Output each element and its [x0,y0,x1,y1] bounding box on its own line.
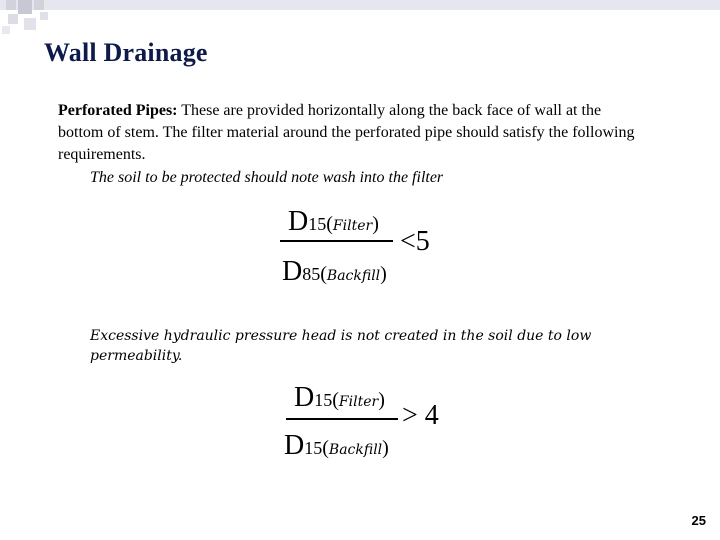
eq1-num-sub: 15 [308,214,327,234]
corner-decoration [0,0,720,40]
eq2-relation: > 4 [402,400,439,431]
eq1-num-close: ) [372,213,379,235]
eq2-num-arg: Filter [338,394,379,410]
paragraph-lead: Perforated Pipes: [58,102,178,119]
eq1-num-arg: Filter [332,218,373,234]
eq1-denominator [282,256,387,288]
eq2-fraction-bar [286,418,398,420]
eq2-num-d: D [294,382,315,413]
criterion-1: The soil to be protected should note wash into the filter [90,169,444,186]
slide-title: Wall Drainage [44,38,208,67]
eq2-num-sub: 15 [314,390,333,410]
eq2-den-close: ) [382,437,389,459]
page-number: 25 [691,513,706,528]
eq1-den-arg: Backfill [326,268,381,284]
eq1-num-d: D [288,206,309,237]
eq2-numerator [294,382,385,414]
eq1-fraction-bar [280,240,393,242]
criterion-2: Excessive hydraulic pressure head is not created in the soil due to low permeability. [90,328,592,364]
eq2-denominator [284,430,389,462]
eq2-den-open: ( [322,437,329,459]
eq1-den-close: ) [380,263,387,285]
eq2-den-d: D [284,430,305,461]
paragraph-text: These are provided horizontally along the back face of wall at the bottom of stem. The filter material around the perforated pipe should satisfy the following requirements. [58,102,635,163]
eq2-den-sub: 15 [304,438,323,458]
eq1-numerator [288,206,379,238]
eq2-num-open: ( [332,389,339,411]
eq2-num-close: ) [378,389,385,411]
eq1-relation: <5 [400,226,430,257]
eq1-den-sub: 85 [302,264,321,284]
eq1-num-open: ( [326,213,333,235]
eq1-den-d: D [282,256,303,287]
body-paragraph [58,100,638,166]
eq2-den-arg: Backfill [328,442,383,458]
eq1-den-open: ( [320,263,327,285]
